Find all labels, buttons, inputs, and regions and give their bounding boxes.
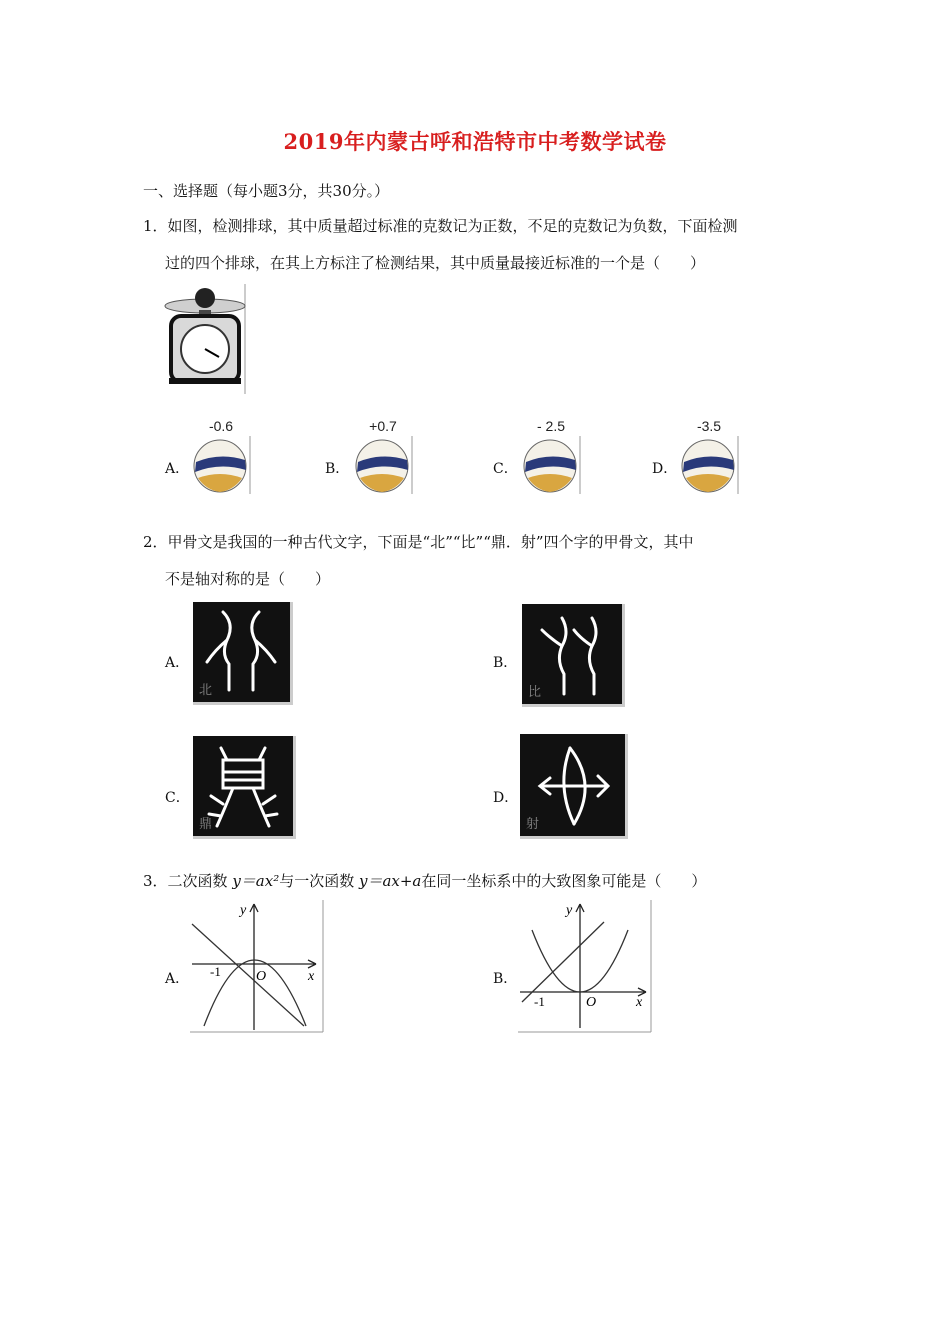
page-title: 2019年内蒙古呼和浩特市中考数学试卷 — [283, 129, 667, 154]
q3-option-b-label: B． — [493, 971, 518, 987]
ball-value-label: -3.5 — [696, 418, 722, 434]
scale-figure — [163, 284, 248, 396]
glyph-caption: 北 — [199, 683, 213, 698]
ball-value-label: +0.7 — [369, 418, 397, 434]
q2-stem-line2: 不是轴对称的是（ ） — [165, 570, 331, 588]
q1-option-b-ball[interactable] — [352, 418, 414, 494]
q1-option-a-ball[interactable] — [190, 418, 252, 494]
ball-value-label: -0.6 — [208, 418, 234, 434]
q3-stem — [143, 871, 706, 891]
q3-prefix: 3．二次函数 — [143, 872, 233, 890]
q1-option-c-ball[interactable] — [520, 418, 582, 494]
origin-label: O — [586, 995, 597, 1010]
glyph-caption: 射 — [526, 817, 540, 832]
q2-option-a-label: A． — [165, 655, 190, 671]
volleyball-icon — [190, 436, 252, 494]
volleyball-icon — [520, 436, 582, 494]
y-axis-label: y — [566, 903, 573, 918]
q2-option-d-glyph[interactable] — [520, 734, 628, 839]
tick-minus-one: -1 — [534, 994, 545, 1009]
glyph-caption: 鼎 — [199, 817, 213, 832]
q2-option-a-glyph[interactable] — [193, 602, 293, 705]
q1-stem-line1: 1．如图，检测排球，其中质量超过标准的克数记为正数，不足的克数记为负数，下面检测 — [143, 217, 738, 235]
q1-option-a-label: A． — [165, 461, 190, 477]
q3-option-a-label: A． — [165, 971, 190, 987]
q2-option-d-label: D． — [493, 790, 519, 806]
q2-option-b-label: B． — [493, 655, 518, 671]
q3-option-a-graph[interactable] — [190, 900, 325, 1034]
q3-mid: 与一次函数 — [279, 872, 359, 890]
x-axis-label: x — [636, 995, 643, 1010]
q1-stem-line2: 过的四个排球，在其上方标注了检测结果，其中质量最接近标准的一个是（ ） — [165, 254, 706, 272]
q3-linear-formula: y＝ax+a — [358, 872, 422, 890]
q1-option-d-label: D． — [652, 461, 678, 477]
q1-option-c-label: C． — [493, 461, 518, 477]
ball-value-label: - 2.5 — [536, 418, 565, 434]
glyph-caption: 比 — [528, 685, 542, 700]
tick-minus-one: -1 — [210, 964, 221, 979]
origin-label: O — [256, 969, 267, 984]
x-axis-label: x — [308, 969, 315, 984]
q2-stem-line1: 2．甲骨文是我国的一种古代文字，下面是“北”“比”“鼎．射”四个字的甲骨文，其中 — [143, 533, 694, 551]
q2-option-b-glyph[interactable] — [522, 604, 625, 707]
q3-suffix: 在同一坐标系中的大致图象可能是（ ） — [421, 872, 707, 890]
y-axis-label: y — [240, 903, 247, 918]
volleyball-icon — [352, 436, 414, 494]
volleyball-icon — [678, 436, 740, 494]
section-heading: 一、选择题（每小题3分，共30分。） — [143, 182, 390, 200]
q3-quadratic-formula: y＝ax² — [232, 872, 280, 890]
q1-option-d-ball[interactable] — [678, 418, 740, 494]
q3-option-b-graph[interactable] — [518, 900, 653, 1034]
q1-option-b-label: B． — [325, 461, 350, 477]
q2-option-c-label: C． — [165, 790, 190, 806]
q2-option-c-glyph[interactable] — [193, 736, 296, 839]
